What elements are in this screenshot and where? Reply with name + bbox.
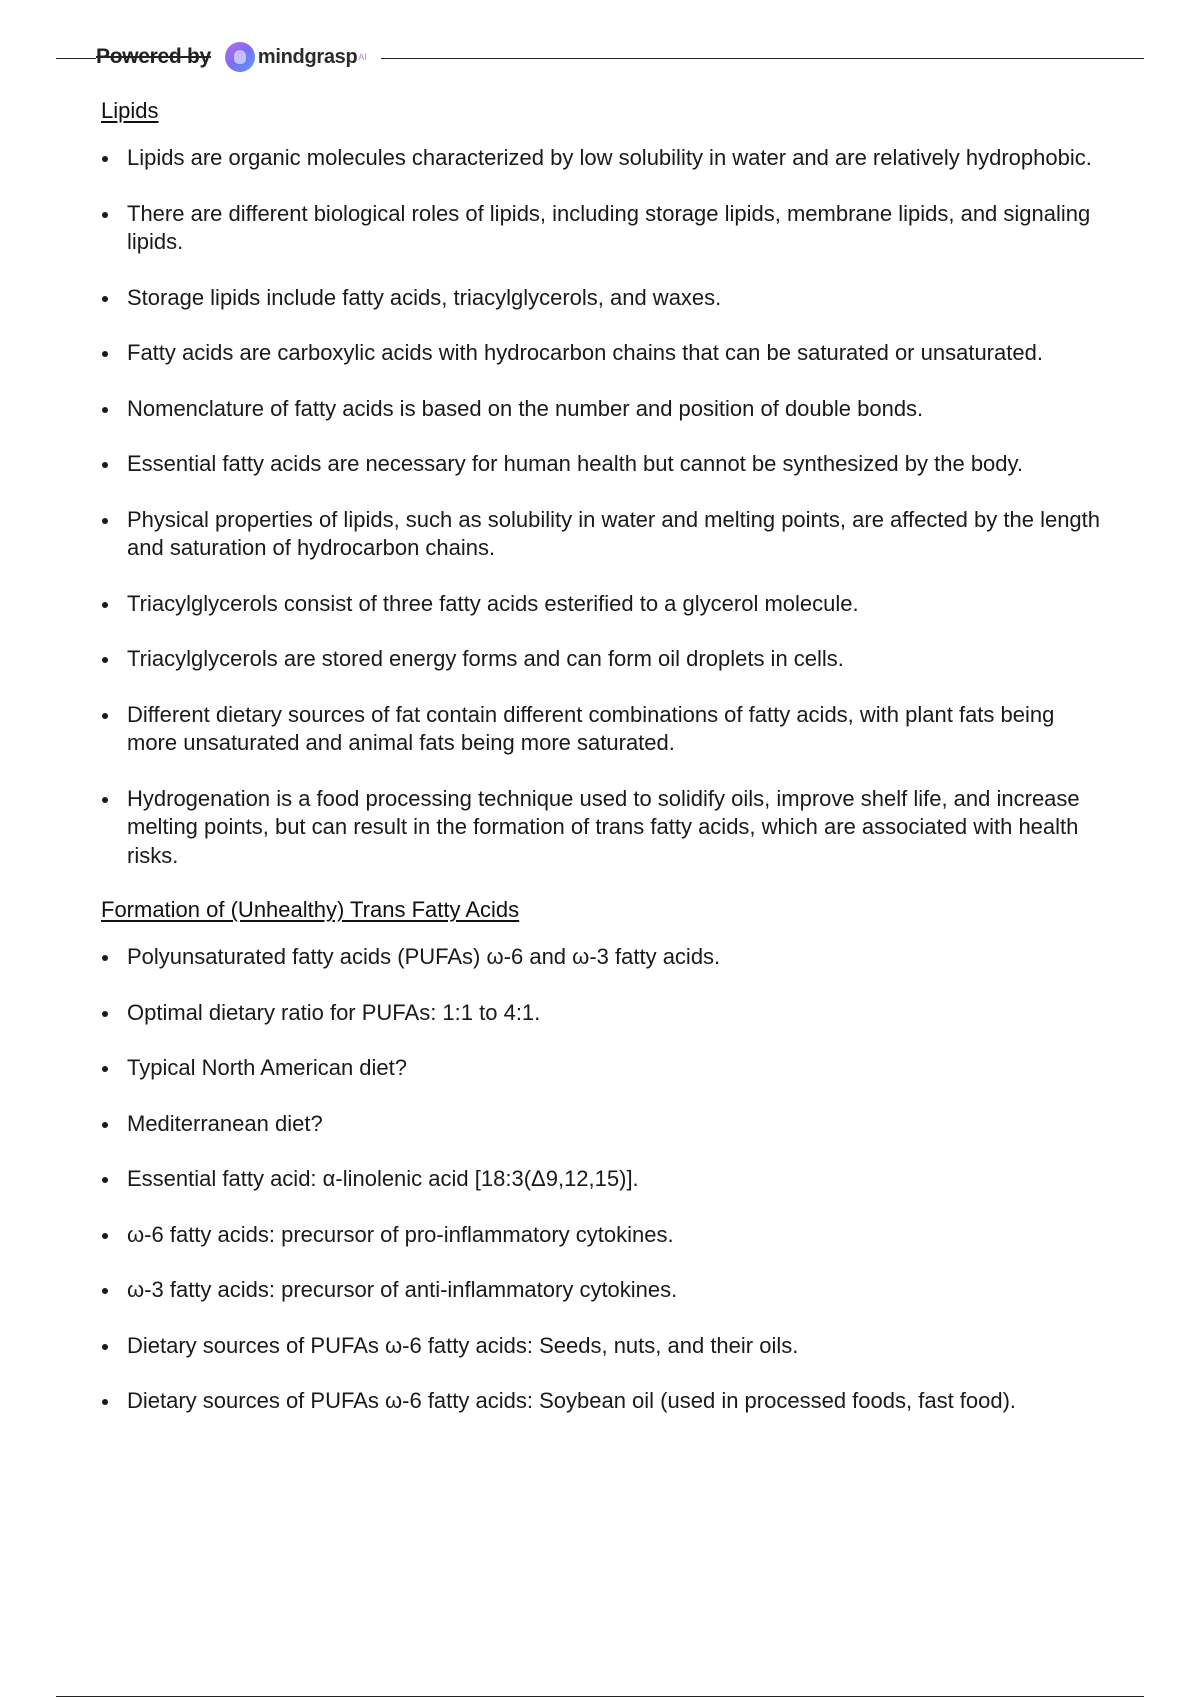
branding bbox=[96, 42, 381, 72]
bullet-icon bbox=[102, 407, 108, 413]
bullet-icon bbox=[102, 1233, 108, 1239]
list-item-text: Optimal dietary ratio for PUFAs: 1:1 to 4:1. bbox=[127, 999, 541, 1025]
bullet-icon bbox=[102, 955, 108, 961]
bullet-icon bbox=[102, 212, 108, 218]
bullet-icon bbox=[102, 296, 108, 302]
bullet-icon bbox=[102, 657, 108, 663]
bullet-icon bbox=[102, 462, 108, 468]
bullet-icon bbox=[102, 797, 108, 803]
list-item-text: Dietary sources of PUFAs ω-6 fatty acids: Seeds, nuts, and their oils. bbox=[127, 1332, 799, 1358]
powered-by-label: Powered by bbox=[96, 45, 225, 69]
lipids-bullet-list bbox=[101, 144, 1101, 870]
list-item bbox=[101, 1165, 1101, 1194]
bullet-icon bbox=[102, 518, 108, 524]
list-item-text: Polyunsaturated fatty acids (PUFAs) ω-6 and ω-3 fatty acids. bbox=[127, 944, 721, 969]
bullet-icon bbox=[102, 1399, 108, 1405]
document-body bbox=[101, 96, 1101, 1443]
footer-rule bbox=[56, 1696, 1144, 1697]
list-item bbox=[101, 590, 1101, 619]
list-item bbox=[101, 395, 1101, 424]
bullet-icon bbox=[102, 713, 108, 719]
list-item-text: Essential fatty acid: α-linolenic acid [18:3(Δ9,12,15)]. bbox=[127, 1166, 639, 1191]
list-item bbox=[101, 1332, 1101, 1361]
logo-ai-mark: AI bbox=[358, 52, 367, 62]
page-header bbox=[56, 38, 1144, 80]
bullet-icon bbox=[102, 602, 108, 608]
list-item bbox=[101, 284, 1101, 313]
list-item bbox=[101, 1276, 1101, 1305]
bullet-icon bbox=[102, 1011, 108, 1017]
list-item-text: Essential fatty acids are necessary for human health but cannot be synthesized by the body. bbox=[127, 451, 1024, 476]
list-item-text: Mediterranean diet? bbox=[127, 1110, 323, 1136]
list-item bbox=[101, 943, 1101, 972]
trans-fatty-acids-bullet-list bbox=[101, 943, 1101, 1416]
list-item bbox=[101, 144, 1101, 173]
list-item bbox=[101, 1221, 1101, 1250]
list-item-text: Fatty acids are carboxylic acids with hydrocarbon chains that can be saturated or unsaturated. bbox=[127, 340, 1043, 365]
list-item-text: Different dietary sources of fat contain different combinations of fatty acids, with plant fats being more unsaturated and animal fats being more saturated. bbox=[127, 701, 1055, 755]
list-item-text: ω-3 fatty acids: precursor of anti-inflammatory cytokines. bbox=[127, 1277, 678, 1302]
section-title-trans-fatty-acids: Formation of (Unhealthy) Trans Fatty Acids bbox=[101, 897, 520, 922]
section-title-lipids: Lipids bbox=[101, 98, 159, 123]
mindgrasp-logo-icon bbox=[225, 42, 255, 72]
bullet-icon bbox=[102, 156, 108, 162]
list-item-text: Typical North American diet? bbox=[127, 1055, 408, 1080]
list-item bbox=[101, 1387, 1101, 1416]
list-item bbox=[101, 701, 1101, 758]
list-item bbox=[101, 999, 1101, 1028]
list-item bbox=[101, 506, 1101, 563]
list-item bbox=[101, 1054, 1101, 1083]
list-item bbox=[101, 450, 1101, 479]
list-item bbox=[101, 1110, 1101, 1139]
list-item bbox=[101, 785, 1101, 871]
bullet-icon bbox=[102, 1066, 108, 1072]
list-item-text: Triacylglycerols consist of three fatty acids esterified to a glycerol molecule. bbox=[127, 590, 859, 616]
list-item bbox=[101, 645, 1101, 674]
list-item bbox=[101, 200, 1101, 257]
bullet-icon bbox=[102, 1344, 108, 1350]
list-item-text: Dietary sources of PUFAs ω-6 fatty acids: Soybean oil (used in processed foods, fast food). bbox=[127, 1388, 1017, 1413]
bullet-icon bbox=[102, 1288, 108, 1294]
list-item-text: Physical properties of lipids, such as solubility in water and melting points, are affected by the length and saturation of hydrocarbon chains. bbox=[127, 506, 1101, 560]
list-item-text: There are different biological roles of lipids, including storage lipids, membrane lipids, and signaling lipids. bbox=[127, 200, 1091, 254]
logo-text: mindgrasp bbox=[257, 45, 358, 68]
list-item-text: Storage lipids include fatty acids, triacylglycerols, and waxes. bbox=[127, 284, 722, 310]
list-item-text: Lipids are organic molecules characterized by low solubility in water and are relatively hydrophobic. bbox=[127, 145, 1092, 170]
bullet-icon bbox=[102, 1122, 108, 1128]
list-item-text: Hydrogenation is a food processing technique used to solidify oils, improve shelf life, and increase melting points, but can result in the formation of trans fatty acids, which are associated with health risks. bbox=[127, 785, 1080, 868]
bullet-icon bbox=[102, 1177, 108, 1183]
bullet-icon bbox=[102, 351, 108, 357]
list-item-text: Nomenclature of fatty acids is based on the number and position of double bonds. bbox=[127, 395, 924, 421]
list-item bbox=[101, 339, 1101, 368]
list-item-text: Triacylglycerols are stored energy forms and can form oil droplets in cells. bbox=[127, 646, 844, 671]
list-item-text: ω-6 fatty acids: precursor of pro-inflammatory cytokines. bbox=[127, 1221, 674, 1247]
